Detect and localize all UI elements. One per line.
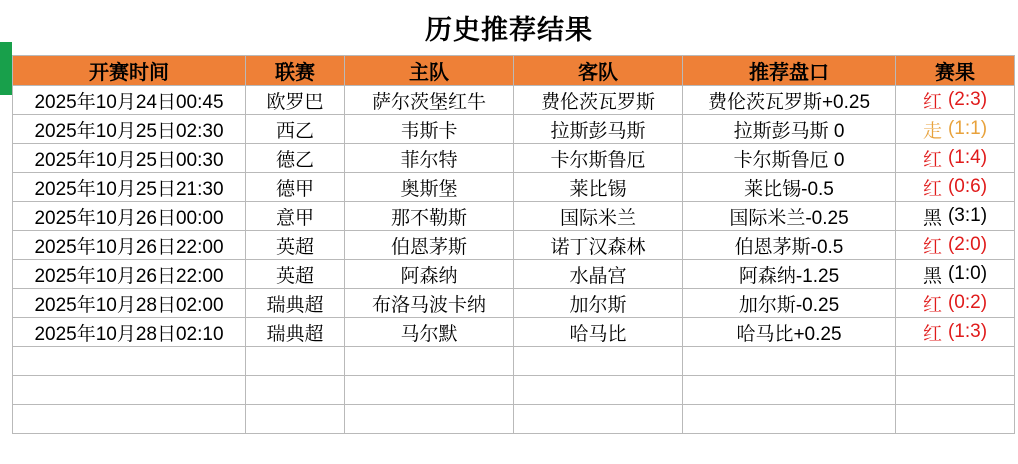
cell-result (896, 173, 1015, 202)
cell-league: 欧罗巴 (246, 86, 345, 115)
cell-time: 2025年10月25日21:30 (13, 173, 246, 202)
table-row (13, 318, 1015, 347)
column-header-recommend: 推荐盘口 (683, 56, 896, 86)
result-score: (0:2) (947, 292, 988, 313)
results-table-wrapper (12, 55, 1008, 434)
cell-league: 西乙 (246, 115, 345, 144)
cell-result (896, 202, 1015, 231)
table-row (13, 289, 1015, 318)
page-title: 历史推荐结果 (425, 15, 593, 45)
result-badge (896, 202, 1014, 230)
cell-home-team: 菲尔特 (345, 144, 514, 173)
result-score: (1:4) (947, 147, 988, 168)
cell-league: 意甲 (246, 202, 345, 231)
cell-league: 瑞典超 (246, 318, 345, 347)
result-badge (896, 86, 1014, 114)
column-header-result: 赛果 (896, 56, 1015, 86)
table-row (13, 86, 1015, 115)
cell-away-team: 拉斯彭马斯 (514, 115, 683, 144)
cell-home-team: 奥斯堡 (345, 173, 514, 202)
cell-away-team: 卡尔斯鲁厄 (514, 144, 683, 173)
table-row (13, 115, 1015, 144)
cell-recommendation: 拉斯彭马斯 0 (683, 115, 896, 144)
result-badge (896, 144, 1014, 172)
empty-cell (345, 405, 514, 434)
empty-cell (514, 376, 683, 405)
result-badge (896, 260, 1014, 288)
column-header-away: 客队 (514, 56, 683, 86)
empty-cell (514, 405, 683, 434)
cell-time: 2025年10月25日00:30 (13, 144, 246, 173)
cell-time: 2025年10月26日22:00 (13, 260, 246, 289)
cell-home-team: 阿森纳 (345, 260, 514, 289)
cell-time: 2025年10月28日02:10 (13, 318, 246, 347)
cell-home-team: 马尔默 (345, 318, 514, 347)
table-row (13, 260, 1015, 289)
empty-row (13, 347, 1015, 376)
column-header-league: 联赛 (246, 56, 345, 86)
empty-cell (13, 405, 246, 434)
result-score: (2:3) (947, 89, 988, 110)
table-header (13, 56, 1015, 86)
result-label: 红 (922, 178, 942, 200)
cell-away-team: 加尔斯 (514, 289, 683, 318)
result-label: 红 (922, 91, 942, 113)
result-badge (896, 173, 1014, 201)
cell-home-team: 伯恩茅斯 (345, 231, 514, 260)
table-row (13, 202, 1015, 231)
empty-row (13, 405, 1015, 434)
table-row (13, 231, 1015, 260)
cell-away-team: 水晶宫 (514, 260, 683, 289)
cell-home-team: 布洛马波卡纳 (345, 289, 514, 318)
empty-cell (246, 405, 345, 434)
result-badge (896, 231, 1014, 259)
empty-row (13, 376, 1015, 405)
cell-away-team: 哈马比 (514, 318, 683, 347)
result-badge (896, 318, 1014, 346)
result-badge (896, 289, 1014, 317)
cell-time: 2025年10月28日02:00 (13, 289, 246, 318)
result-score: (2:0) (947, 234, 988, 255)
result-label: 红 (922, 149, 942, 171)
cell-league: 瑞典超 (246, 289, 345, 318)
empty-cell (683, 347, 896, 376)
cell-result (896, 115, 1015, 144)
cell-away-team: 莱比锡 (514, 173, 683, 202)
cell-recommendation: 哈马比+0.25 (683, 318, 896, 347)
header-row (13, 56, 1015, 86)
result-score: (1:0) (947, 263, 988, 284)
cell-time: 2025年10月24日00:45 (13, 86, 246, 115)
cell-recommendation: 费伦茨瓦罗斯+0.25 (683, 86, 896, 115)
table-row (13, 144, 1015, 173)
result-score: (0:6) (947, 176, 988, 197)
result-badge (896, 115, 1014, 143)
result-score: (1:1) (947, 118, 988, 139)
result-label: 红 (922, 294, 942, 316)
cell-away-team: 费伦茨瓦罗斯 (514, 86, 683, 115)
result-score: (3:1) (947, 205, 988, 226)
empty-cell (683, 405, 896, 434)
cell-league: 德乙 (246, 144, 345, 173)
cell-time: 2025年10月25日02:30 (13, 115, 246, 144)
cell-away-team: 诺丁汉森林 (514, 231, 683, 260)
empty-cell (514, 347, 683, 376)
cell-away-team: 国际米兰 (514, 202, 683, 231)
cell-league: 英超 (246, 231, 345, 260)
empty-cell (683, 376, 896, 405)
cell-time: 2025年10月26日00:00 (13, 202, 246, 231)
result-label: 红 (922, 323, 942, 345)
empty-cell (246, 376, 345, 405)
cell-recommendation: 莱比锡-0.5 (683, 173, 896, 202)
cell-result (896, 144, 1015, 173)
cell-recommendation: 国际米兰-0.25 (683, 202, 896, 231)
table-row (13, 173, 1015, 202)
result-label: 黑 (922, 265, 942, 287)
cell-league: 英超 (246, 260, 345, 289)
cell-result (896, 86, 1015, 115)
cell-recommendation: 加尔斯-0.25 (683, 289, 896, 318)
cell-time: 2025年10月26日22:00 (13, 231, 246, 260)
cell-home-team: 韦斯卡 (345, 115, 514, 144)
result-label: 黑 (922, 207, 942, 229)
cell-result (896, 231, 1015, 260)
cell-recommendation: 伯恩茅斯-0.5 (683, 231, 896, 260)
cell-league: 德甲 (246, 173, 345, 202)
result-score: (1:3) (947, 321, 988, 342)
column-header-time: 开赛时间 (13, 56, 246, 86)
cell-recommendation: 卡尔斯鲁厄 0 (683, 144, 896, 173)
empty-cell (896, 376, 1015, 405)
cell-result (896, 318, 1015, 347)
empty-cell (896, 347, 1015, 376)
empty-cell (345, 376, 514, 405)
result-label: 走 (922, 120, 942, 142)
left-accent-bar (0, 42, 12, 95)
column-header-home: 主队 (345, 56, 514, 86)
result-label: 红 (922, 236, 942, 258)
empty-cell (246, 347, 345, 376)
empty-cell (896, 405, 1015, 434)
cell-result (896, 289, 1015, 318)
empty-cell (13, 347, 246, 376)
cell-home-team: 萨尔茨堡红牛 (345, 86, 514, 115)
table-body (13, 86, 1015, 434)
cell-recommendation: 阿森纳-1.25 (683, 260, 896, 289)
empty-cell (13, 376, 246, 405)
cell-home-team: 那不勒斯 (345, 202, 514, 231)
cell-result (896, 260, 1015, 289)
empty-cell (345, 347, 514, 376)
results-table (12, 55, 1015, 434)
